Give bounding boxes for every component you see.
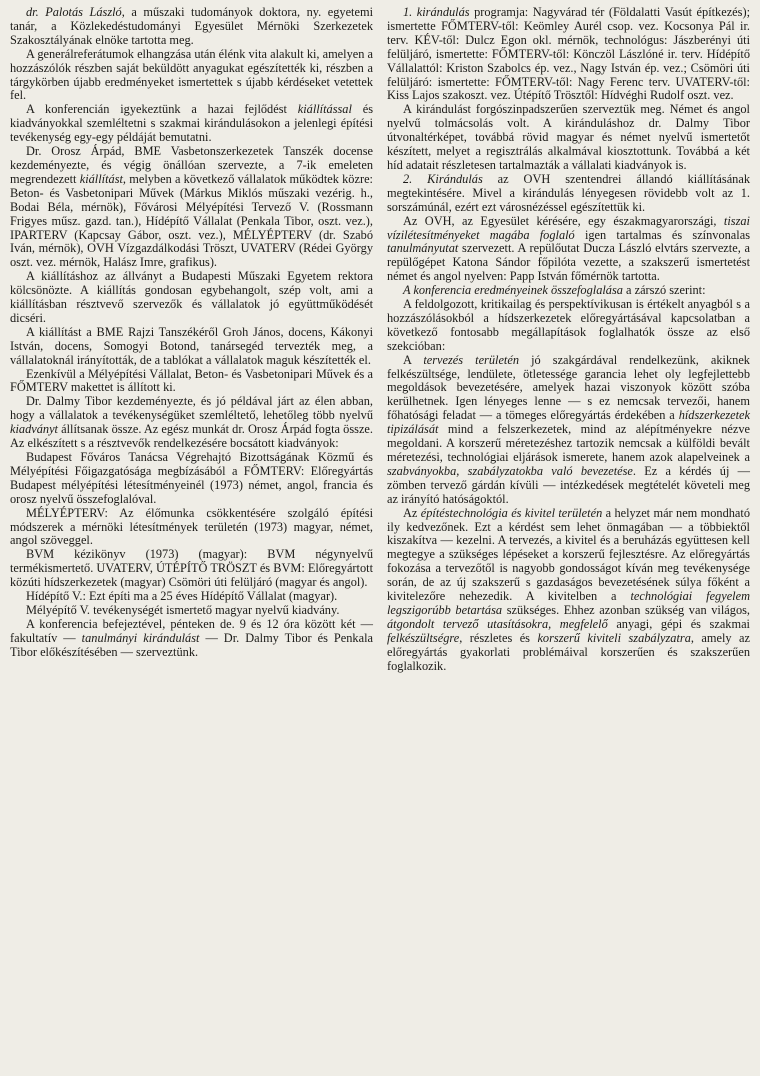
text-run: mind a felszerkezetek, mind az alépítményekre nézve megoldani. A korszerű méretezéshez tartozik nemcsak a külföldi bevált méretezési, technológiai eljárások ismerete, hanem azok alapelveinek a (387, 422, 750, 464)
text-run: Az OVH, az Egyesület kérésére, egy északmagyarországi, (403, 213, 724, 228)
right-column (387, 6, 750, 1076)
text-run: Ezenkívül a Mélyépítési Vállalat, Beton- és Vasbetonipari Művek és a FŐMTERV makettet is állított ki. (10, 366, 373, 395)
emphasis-text: dr. Palotás László (26, 5, 122, 19)
paragraph (10, 618, 373, 660)
text-run: Mélyépítő V. tevékenységét ismertető magyar nyelvű kiadvány. (26, 602, 340, 617)
text-run: MÉLYÉPTERV: Az élőmunka csökkentésére szolgáló építési módszerek a mérnöki létesítmények területén (1973) magyar, német, angol szöveggel. (10, 505, 373, 548)
emphasis-text: tanulmányutat (387, 241, 459, 256)
text-run: Hídépítő V.: Ezt építi ma a 25 éves Hídépítő Vállalat (magyar). (26, 589, 338, 604)
emphasis-text: tanulmányi kirándulást (81, 630, 200, 645)
paragraph (10, 451, 373, 507)
text-run: igen tartalmas és színvonalas (574, 227, 750, 242)
text-run: az OVH szentendrei állandó kiállításának megtekintésére. Mivel a kirándulás lényegesen rövidebb volt az 1. sorszámúnál, ezért ezt városnézéssel egészítettük ki. (387, 171, 750, 214)
text-run: , részletes és (459, 630, 538, 645)
paragraph (387, 284, 750, 298)
text-run: , amely az előregyártás gyakorlati problémáival korszerűen és szakszerűen foglalkozik. (387, 630, 750, 673)
paragraph (387, 298, 750, 354)
text-run: anyagi, gépi és szakmai (607, 616, 750, 631)
paragraph (10, 270, 373, 326)
left-column (10, 6, 373, 1076)
emphasis-text: A konferencia eredményeinek összefoglalása (403, 283, 623, 298)
paragraph (10, 548, 373, 590)
text-run: — Dr. Dalmy Tibor és Penkala Tibor előkészítésében — szerveztünk. (10, 630, 373, 659)
text-run: A kiállítást a BME Rajzi Tanszékéről Groh János, docens, Kákonyi István, docens, Somogyi Botond, tanársegéd tervezték meg, a vállalatoknál irányították, de a tablókat a vállalatok maguk készítették el. (10, 324, 373, 367)
text-run: jó szakgárdával rendelkezünk, akiknek felkészültsége, lendülete, ötletessége garancia lehet oly legfejlettebb megoldások bevezetésére, amelyek hazai viszonyok között szóba kerülhetnek. Igen lényeges lenne — s ez nemcsak tervezői, hanem főhatósági feladat — a tömeges előregyártás érdekében a (387, 352, 750, 423)
text-run: szükséges. Ehhez azonban szükség van világos, (502, 602, 750, 617)
text-run: BVM kézikönyv (1973) (magyar): BVM négynyelvű termékismertető. UVATERV, ÚTÉPÍTŐ TRÖSZT és BVM: Előregyártott közúti hídszerkezetek (magyar) Csömöri úti felüljáró (magyar és angol). (10, 547, 373, 590)
paragraph (10, 590, 373, 604)
text-run: , melyben a következő vállalatok működtek közre: Beton- és Vasbetonipari Művek (Márkus Miklós műszaki vezérig. h., Bodai Béla, mérnök), Fővárosi Mélyépítési Tervező V. (Rossmann Frigyes műsz. gazd. tan.), Hídépítő Vállalat (Penkala Tibor, oszt. vez.), IPARTERV (Kapcsay Gábor, oszt. vez.), MÉLYÉPTERV (dr. Szabó Iván, mérnök), OVH Vízgazdálkodási Tröszt, UVATERV (Rédei György oszt. vez. mérnök, Halász Imre, grafikus). (10, 171, 373, 270)
emphasis-text: 1. kirándulás (403, 5, 470, 19)
text-run: , a műszaki tudományok doktora, ny. egyetemi tanár, a Közlekedéstudományi Egyesület Mérnöki Szerkezetek Szakosztályának elnöke tartotta meg. (10, 5, 373, 47)
emphasis-text: technológiai fegyelem legszigorúbb betartása (387, 589, 750, 617)
text-run: Dr. Dalmy Tibor kezdeményezte, és jó példával járt az élen abban, hogy a vállalatok a tevékenységüket szemléltető, lehetőleg több nyelvű (10, 394, 373, 423)
text-run: a zárszó szerint: (622, 283, 706, 298)
emphasis-text: korszerű kiviteli szabályzatra (537, 630, 691, 645)
emphasis-text: felkészültségre (387, 630, 460, 645)
paragraph (387, 173, 750, 215)
paragraph (10, 395, 373, 451)
paragraph (10, 48, 373, 104)
emphasis-text: átgondolt tervező utasításokra, megfelelő (387, 616, 608, 631)
text-run: . Ez a kérdés új — zömben tervező gárdán kívüli — intézkedések megtételét követeli meg az irányító hatóságoktól. (387, 463, 750, 506)
text-run: állítsanak össze. Az egész munkát dr. Orosz Árpád fogta össze. Az elkészített s a résztvevők rendelkezésére bocsátott kiadványok: (10, 422, 373, 451)
paragraph (10, 604, 373, 618)
text-run: Budapest Főváros Tanácsa Végrehajtó Bizottságának Közmű és Mélyépítési Főigazgatósága megbízásából a FŐMTERV: Előregyártás Budapest mélyépítési létesítményeinél (1973) német, angol, francia és orosz nyelvű összefoglalóval. (10, 450, 373, 506)
text-run: a helyzet már nem mondható ily kedvezőnek. Ezt a kérdést sem lehet önmagában — a többiektől kiszakítva — kezelni. A tervezés, a kivitel és a beruházás együttesen kell megtegye a szükséges lépéseket a korszerű fejlesztésre. Az előregyártás fokozása a tervezőtől is nagyobb gondosságot kíván meg tevékenysége során, de az új szakszerű s gazdaságos bevezetésének súlya főként a kivitelezőre nehezedik. A kivitelben a (387, 505, 751, 604)
paragraph (387, 6, 750, 103)
paragraph (10, 103, 373, 145)
text-run: A kirándulást forgószinpadszerűen szerveztük meg. Német és angol nyelvű tolmácsolás volt. A kiránduláshoz dr. Dalmy Tibor útvonaltérképet, továbbá rövid magyar és német nyelvű ismertetőt készített, melyet a regisztrálás alkalmával kiosztottunk. Továbbá a két híd adatait részletesen tartalmazták a vállalati kiadványok is. (387, 102, 750, 172)
paragraph (387, 215, 750, 285)
paragraph (387, 354, 750, 507)
text-run: Az (403, 505, 421, 520)
paragraph (387, 507, 750, 674)
emphasis-text: hídszerkezetek tipizálását (387, 408, 750, 437)
emphasis-text: kiállítással (297, 102, 352, 117)
text-run: A konferencián igyekeztünk a hazai fejlődést (26, 102, 298, 117)
emphasis-text: 2. Kirándulás (403, 171, 483, 186)
emphasis-text: szabványokba, szabályzatokba való bevezetése (387, 463, 633, 478)
paragraph (10, 145, 373, 270)
text-run: szervezett. A repülőutat Ducza László elvtárs szervezte, a repülőgépet Katona Sándor főpilóta vezette, a szakszerű ismertetést német és angol nyelven: Papp István főmérnök tartotta. (387, 241, 750, 284)
text-run: A konferencia befejeztével, pénteken de. 9 és 12 óra között két — fakultatív — (10, 616, 373, 645)
text-run: A (403, 352, 424, 367)
paragraph (10, 326, 373, 368)
paragraph (10, 6, 373, 48)
text-run: programja: Nagyvárad tér (Földalatti Vasút építkezés); ismertette FŐMTERV-től: Keömley Aurél csop. vez. Kocsonya Pál ir. terv. KÉV-től: Dulcz Egon okl. mérnök, technológus: Jászberényi úti felüljáró, ismertette: FŐMTERV-től: Könczöl Lászlóné ir. terv. Hídépítő Vállalattól: Kriston Szabolcs ép. vez., Nagy István ép. vez.; Csömöri úti felüljáró: ismertette: FŐMTERV-től: Nagy Ferenc terv. UVATERV-től: Kiss Lajos szakoszt. vez. Útépítő Trösztől: Hídvéghi Rudolf oszt. vez. (387, 5, 750, 103)
emphasis-text: építéstechnológia és kivitel területén (420, 505, 603, 520)
emphasis-text: tiszai vízilétesítményeket magába foglaló (387, 213, 750, 242)
emphasis-text: kiadványt (10, 422, 58, 437)
text-run: és kiadványokkal szemléltetni s szakmai kirándulásokon a jelenlegi építési tevékenység egy-egy példáját bemutatni. (10, 102, 373, 145)
paragraph (10, 507, 373, 549)
paragraph (10, 368, 373, 396)
paragraph (387, 103, 750, 173)
text-run: A feldolgozott, kritikailag és perspektívikusan is értékelt anyagból s a hozzászólásokból a hídszerkezetek előregyártásával kapcsolatban a következő fontosabb megállapítások foglalhatók össze az első szekcióban: (387, 297, 750, 353)
text-run: Dr. Orosz Árpád, BME Vasbetonszerkezetek Tanszék docense kezdeményezte, és végig önállóan szervezte, a 7-ik emeleten megrendezett (10, 144, 373, 186)
text-run: A kiállításhoz az állványt a Budapesti Műszaki Egyetem rektora kölcsönözte. A kiállítás gondosan egybehangolt, szép volt, ami a kiállításban résztvevő szervezők és vállalatok jó együttműködését dicséri. (10, 269, 373, 325)
emphasis-text: kiállítást (79, 171, 123, 186)
text-run: A generálreferátumok elhangzása után élénk vita alakult ki, amelyen a hozzászólók részben saját beküldött anyagukat egészítették ki, részben a tárgykörben újabb eredményeket ismertettek s újabb kérdéseket vetettek fel. (10, 46, 373, 103)
emphasis-text: tervezés területén (423, 352, 520, 367)
